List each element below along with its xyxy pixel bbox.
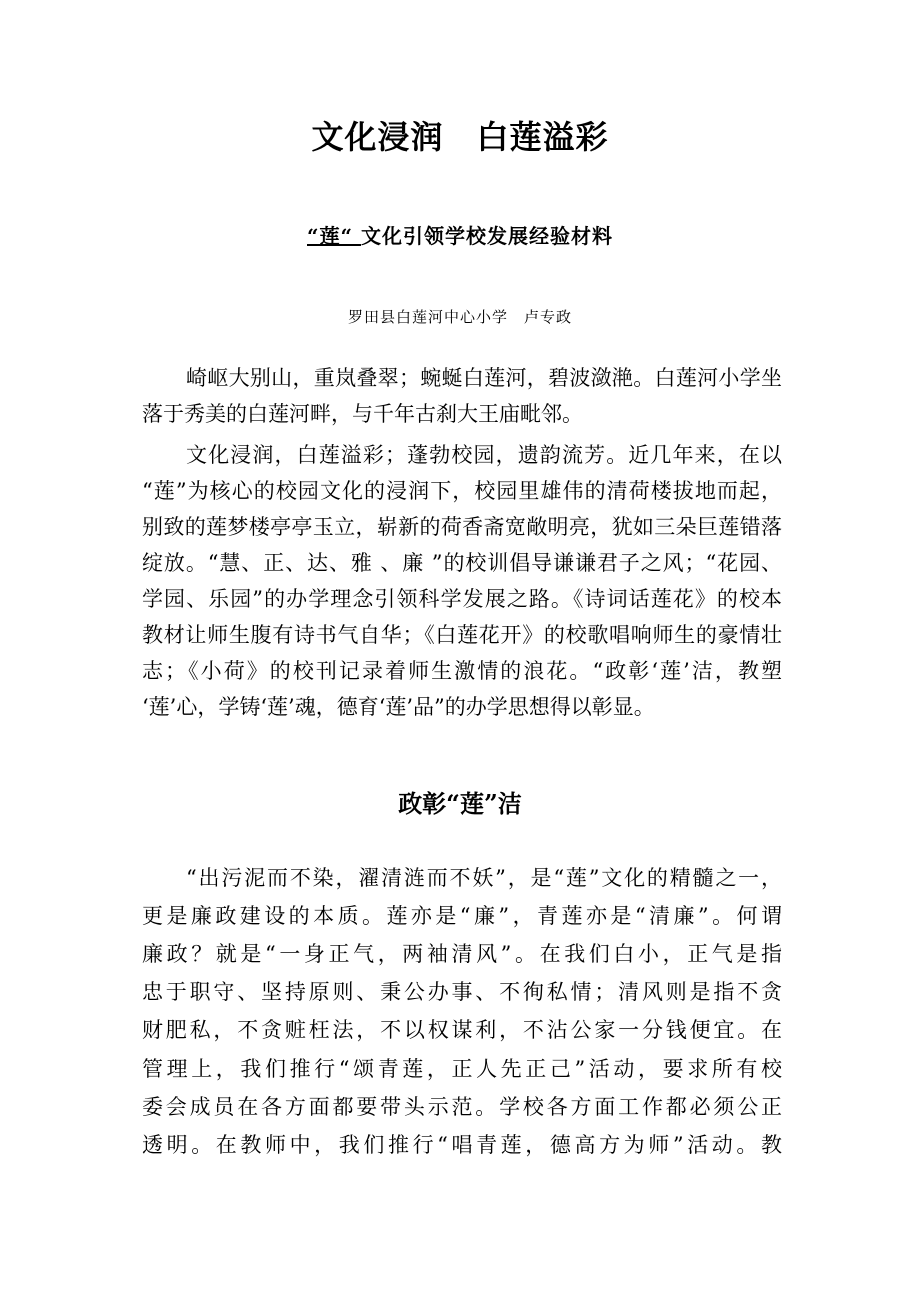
section-heading: 政彰“莲”洁	[398, 789, 522, 818]
paragraph-line: 更是廉政建设的本质。莲亦是“廉”，青莲亦是“清廉”。何谓	[142, 904, 782, 928]
subtitle-text: 文化引领学校发展经验材料	[360, 224, 613, 248]
paragraph-line: 志；《小荷》的校刊记录着师生激情的浪花。“政彰‘莲’洁，教塑	[142, 659, 782, 683]
paragraph-line: 管理上，我们推行“颂青莲，正人先正己”活动，要求所有校	[142, 1057, 782, 1081]
paragraph-line: 教材让师生腹有诗书气自华；《白莲花开》的校歌唱响师生的豪情壮	[142, 623, 782, 647]
document-subtitle	[0, 220, 920, 249]
subtitle-underlined: “莲“	[307, 224, 361, 248]
paragraph-line: 别致的莲梦楼亭亭玉立，崭新的荷香斋宽敞明亮，犹如三朵巨莲错落	[142, 515, 782, 539]
paragraph-line: “出污泥而不染，濯清涟而不妖”，是“莲”文化的精髓之一，	[186, 866, 782, 890]
paragraph-line: 透明。在教师中，我们推行“唱青莲，德高方为师”活动。教	[142, 1133, 782, 1157]
paragraph-line: 廉政？就是“一身正气，两袖清风”。在我们白小，正气是指	[142, 942, 782, 966]
paragraph-line: 绽放。“慧、正、达、雅 、廉 ”的校训倡导谦谦君子之风；“花园、	[142, 551, 782, 575]
paragraph-line: 委会成员在各方面都要带头示范。学校各方面工作都必须公正	[142, 1095, 782, 1119]
paragraph-line: ‘莲’心，学铸‘莲’魂，德育‘莲’品”的办学思想得以彰显。	[142, 695, 655, 719]
paragraph-line: 学园、乐园”的办学理念引领科学发展之路。《诗词话莲花》的校本	[142, 587, 782, 611]
paragraph-line: 崎岖大别山，重岚叠翠；蜿蜒白莲河，碧波潋滟。白莲河小学坐	[186, 366, 782, 390]
author-line: 罗田县白莲河中心小学 卢专政	[347, 308, 572, 326]
paragraph-line: 忠于职守、坚持原则、秉公办事、不徇私情；清风则是指不贪	[142, 980, 782, 1004]
paragraph-line: 财肥私，不贪赃枉法，不以权谋利，不沾公家一分钱便宜。在	[142, 1018, 782, 1042]
paragraph-line: 文化浸润，白莲溢彩；蓬勃校园，遗韵流芳。近几年来，在以	[186, 443, 782, 467]
document-title: 文化浸润 白莲溢彩	[311, 118, 609, 156]
paragraph-line: 落于秀美的白莲河畔，与千年古刹大王庙毗邻。	[142, 402, 583, 426]
paragraph-line: “莲”为核心的校园文化的浸润下，校园里雄伟的清荷楼拔地而起，	[142, 479, 782, 503]
